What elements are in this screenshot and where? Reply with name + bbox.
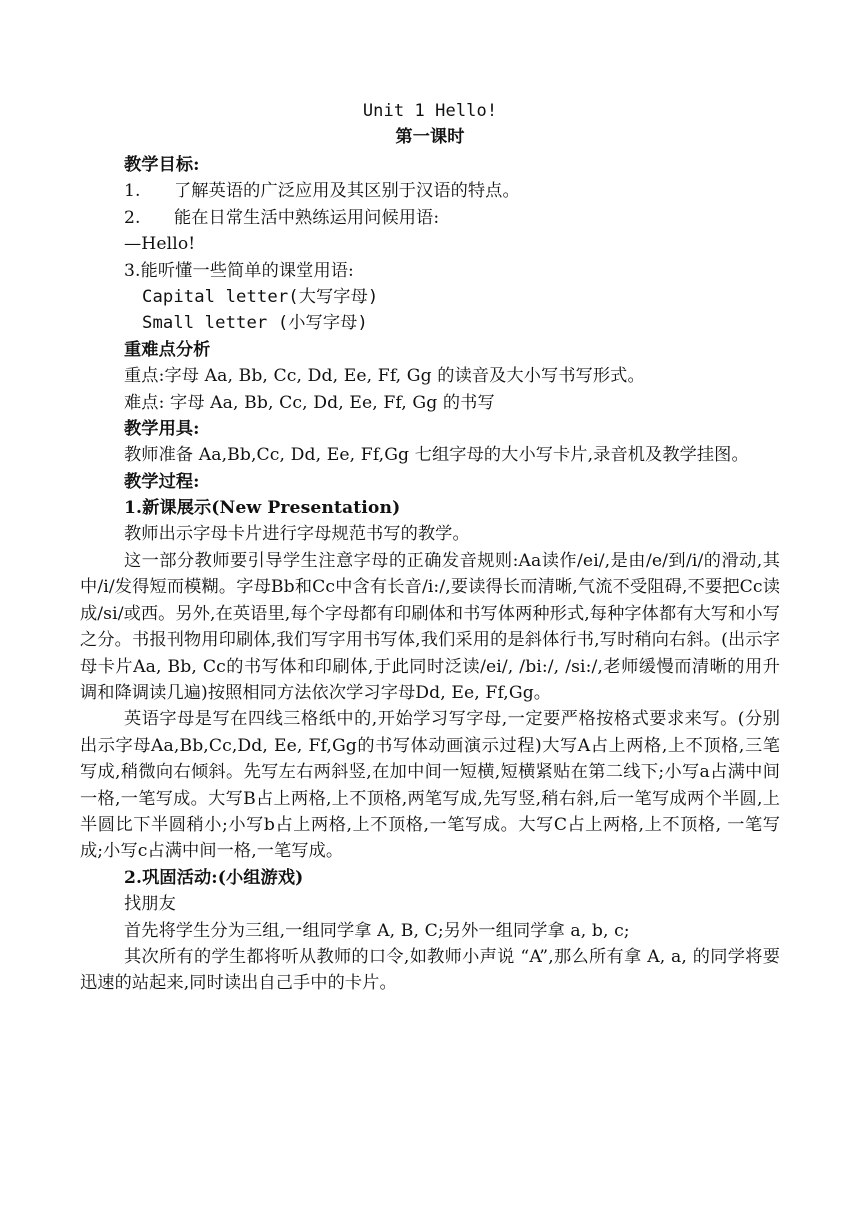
- classroom-phrase-capital: Capital letter(大写字母): [142, 286, 379, 307]
- step2-paragraph-1: 首先将学生分为三组,一组同学拿 A, B, C;另外一组同学拿 a, b, c;: [124, 920, 630, 941]
- step1-paragraph-3: 英语字母是写在四线三格纸中的,开始学习写字母,一定要严格按格式要求来写。(分别出示字母Aa,Bb,Cc,Dd, Ee, Ff,Gg的书写体动画演示过程)大写A占上两格,上不顶格,三笔写成,稍微向右倾斜。先写左右两斜竖,在加中间一短横,短横紧贴在第二线下;小写a占满中间一格,一笔写成。大写B占上两格,上不顶格,两笔写成,先写竖,稍右斜,后一笔写成两个半圆,上半圆比下半圆稍小;小写b占上两格,上不顶格,一笔写成。大写C占上两格,上不顶格, 一笔写成;小写c占满中间一格,一笔写成。: [80, 709, 780, 862]
- key-point: 重点:字母 Aa, Bb, Cc, Dd, Ee, Ff, Gg 的读音及大小写书写形式。: [124, 366, 645, 387]
- tools-text: 教师准备 Aa,Bb,Cc, Dd, Ee, Ff,Gg 七组字母的大小写卡片,录音机及教学挂图。: [124, 445, 749, 466]
- difficult-point: 难点: 字母 Aa, Bb, Cc, Dd, Ee, Ff, Gg 的书写: [124, 392, 495, 413]
- process-heading: 教学过程:: [124, 471, 200, 492]
- step2-heading: 2.巩固活动:(小组游戏): [124, 867, 304, 888]
- objective-number: 1.: [124, 181, 141, 202]
- step1-paragraph-2: 这一部分教师要引导学生注意字母的正确发音规则:Aa读作/ei/,是由/e/到/i/的滑动,其中/i/发得短而模糊。字母Bb和Cc中含有长音/i:/,要读得长而清晰,气流不受阻碍,不要把Cc读成/si/或西。另外,在英语里,每个字母都有印刷体和书写体两种形式,每种字体都有大写和小写之分。书报刊物用印刷体,我们写字用书写体,我们采用的是斜体行书,写时稍向右斜。(出示字母卡片Aa, Bb, Cc的书写体和印刷体,于此同时泛读/ei/, /bi:/, /si:/,老师缓慢而清晰的用升调和降调读几遍)按照相同方法依次学习字母Dd, Ee, Ff,Gg。: [80, 550, 780, 703]
- objective-text: 能在日常生活中熟练运用问候用语:: [174, 207, 440, 228]
- objective-text: 了解英语的广泛应用及其区别于汉语的特点。: [174, 181, 520, 202]
- step1-heading: 1.新课展示(New Presentation): [124, 498, 401, 519]
- classroom-phrase-small: Small letter (小写字母): [142, 313, 368, 334]
- keypoints-heading: 重难点分析: [124, 339, 211, 360]
- objective-item-2: [80, 205, 780, 231]
- objectives-heading: 教学目标:: [124, 155, 200, 175]
- document-title: Unit 1 Hello!: [362, 101, 498, 121]
- objective-item-3: 3.能听懂一些简单的课堂用语:: [124, 260, 354, 281]
- step1-paragraph-1: 教师出示字母卡片进行字母规范书写的教学。: [124, 524, 470, 545]
- objective-item-1: [80, 178, 780, 204]
- lesson-subtitle: 第一课时: [395, 127, 465, 147]
- greeting-example: —Hello!: [124, 234, 196, 255]
- tools-heading: 教学用具:: [124, 418, 200, 439]
- document-body: [80, 98, 780, 997]
- step2-game-name: 找朋友: [124, 894, 176, 915]
- step2-paragraph-2: 其次所有的学生都将听从教师的口令,如教师小声说 “A”,那么所有拿 A, a, 的同学将要迅速的站起来,同时读出自己手中的卡片。: [80, 946, 780, 994]
- objective-number: 2.: [124, 207, 141, 228]
